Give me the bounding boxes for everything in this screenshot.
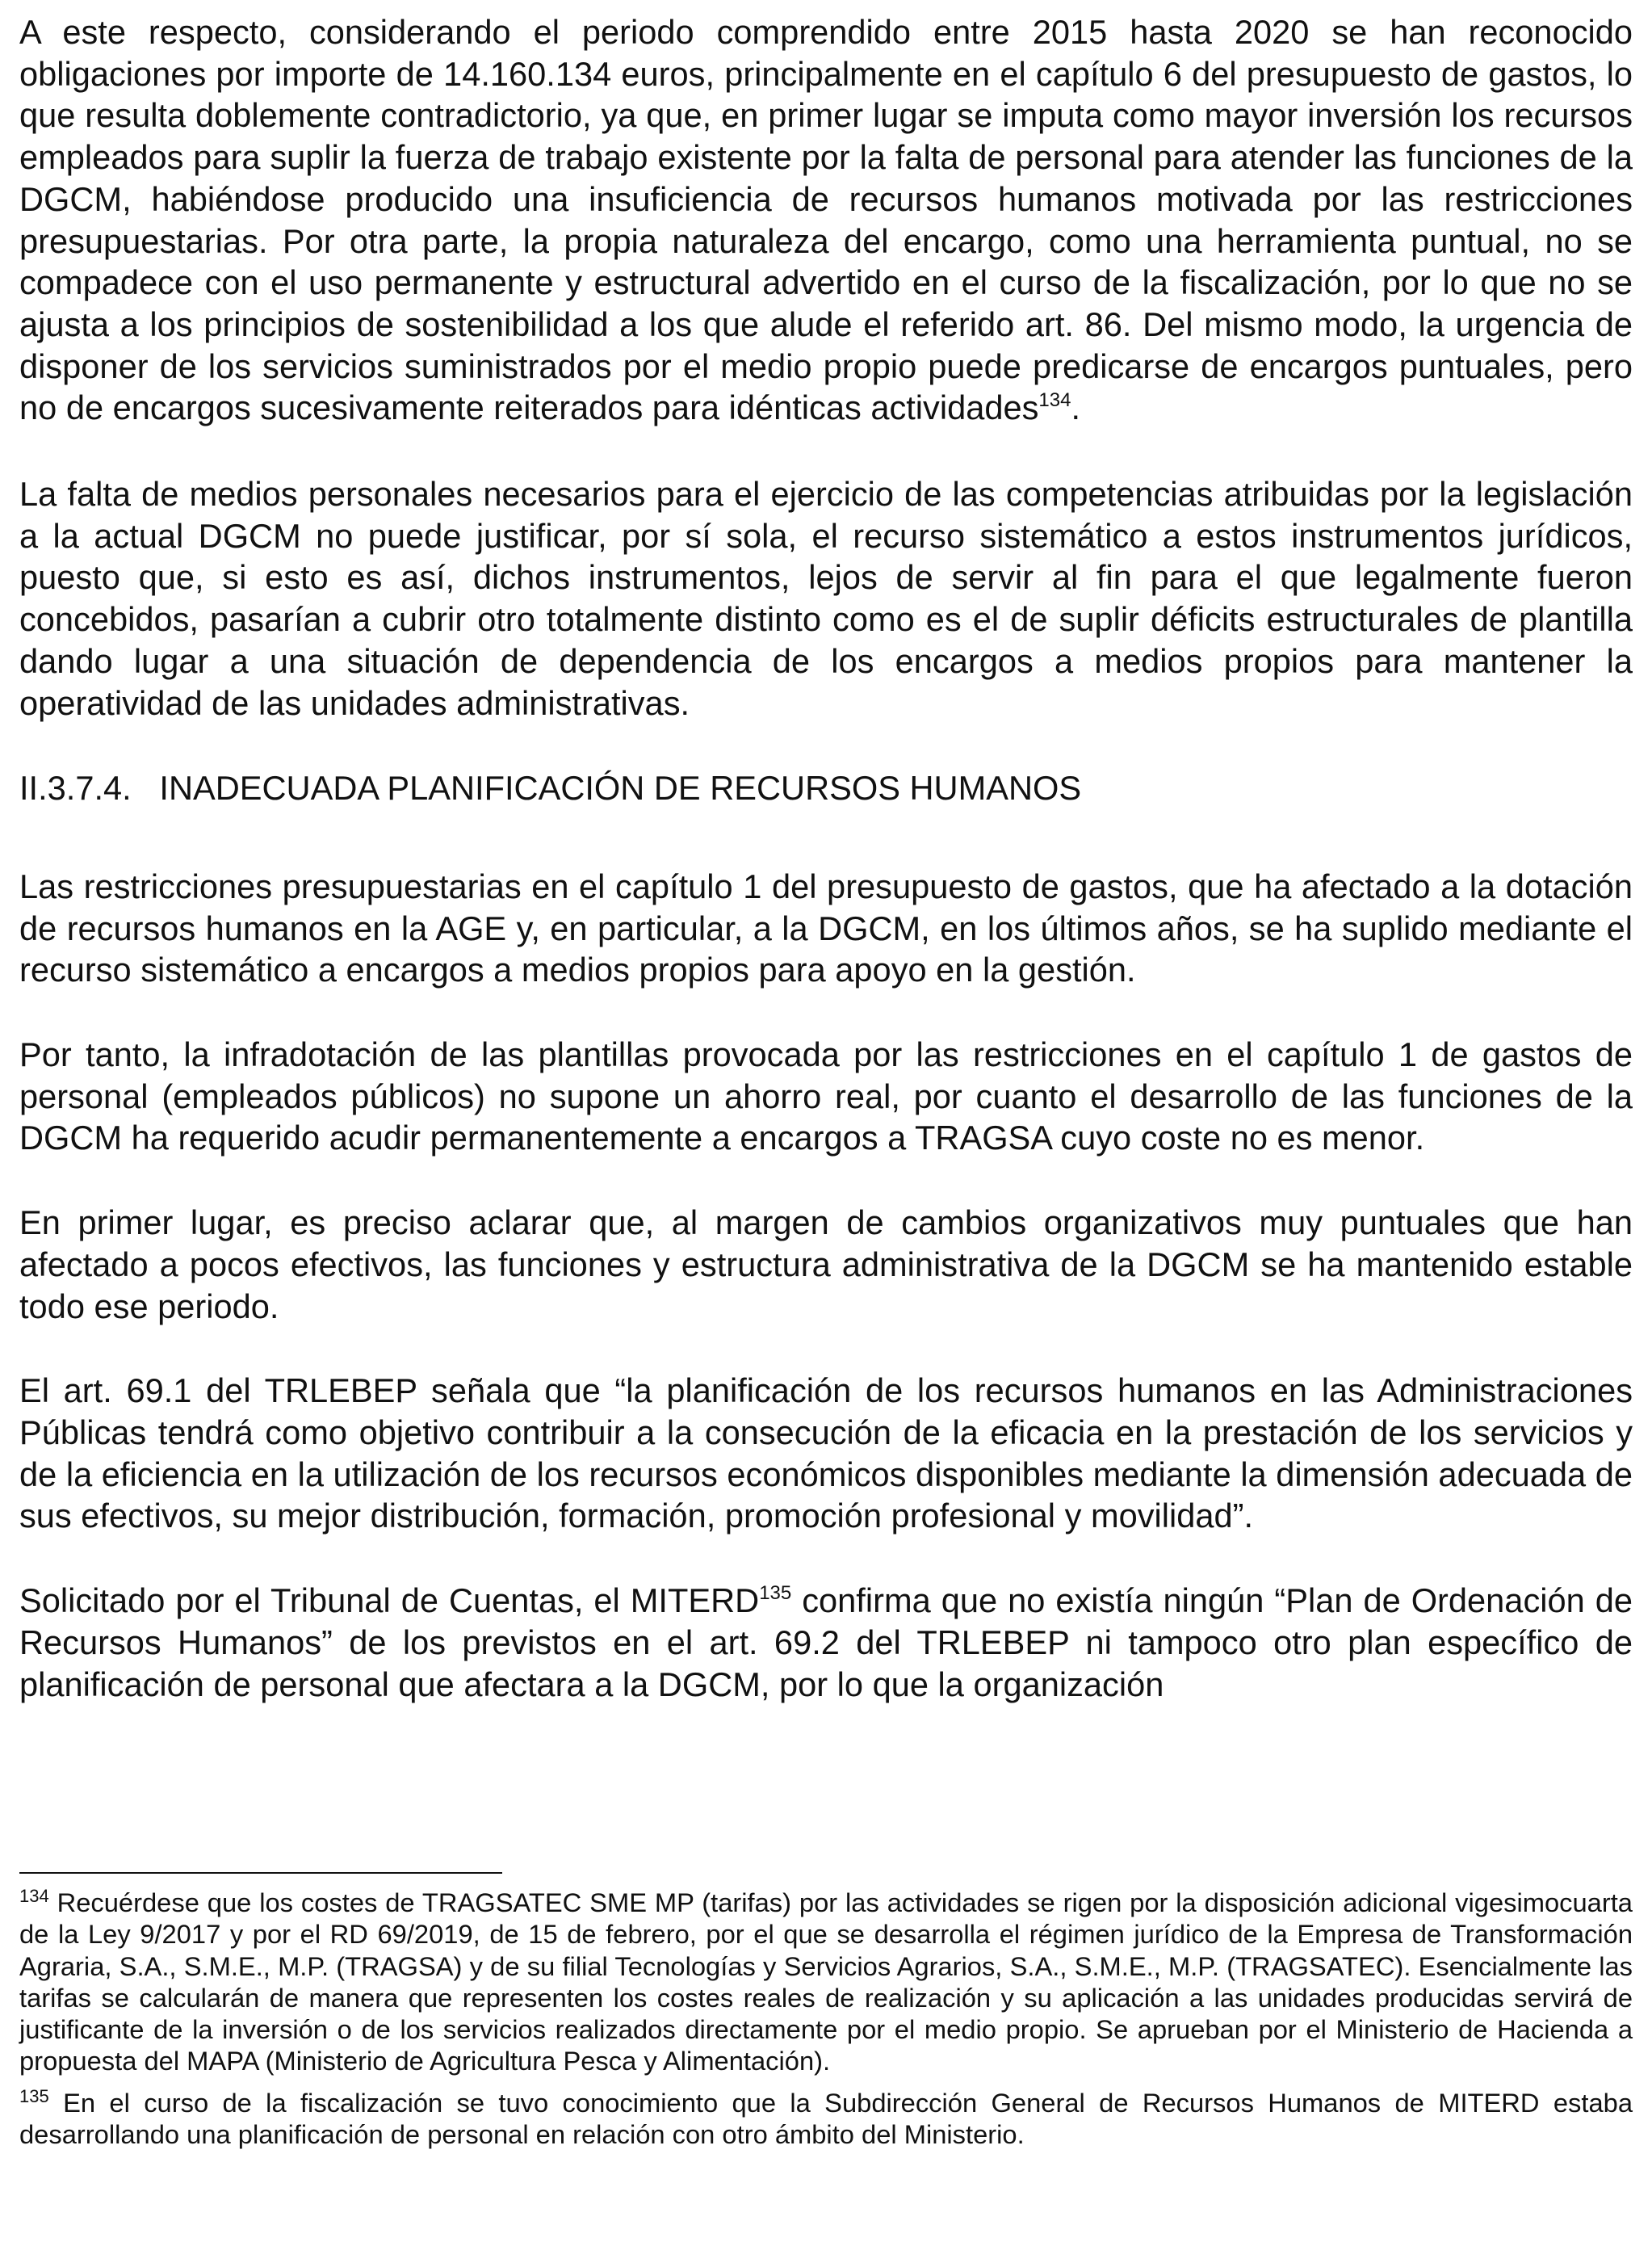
footnote-text: En el curso de la fiscalización se tuvo conocimiento que la Subdirección General de Recursos Humanos de MITERD estaba desarrollando una planificación de personal en relación con otro ámbito del Ministerio. <box>19 2087 1633 2150</box>
paragraph-primer-lugar: En primer lugar, es preciso aclarar que, al margen de cambios organizativos muy puntuales que han afectado a pocos efectivos, las funciones y estructura administrativa de la DGCM se ha mantenido estable todo ese periodo. <box>19 1203 1633 1325</box>
footnotes <box>19 1887 1633 2150</box>
footnote-134 <box>19 1887 1633 2077</box>
footnote-reference-134[interactable]: 134 <box>1038 389 1071 412</box>
paragraph-restricciones: Las restricciones presupuestarias en el capítulo 1 del presupuesto de gastos, que ha afectado a la dotación de recursos humanos en la AGE y, en particular, a la DGCM, en los últimos años, se ha suplido mediante el recurso sistemático a encargos a medios propios para apoyo en la gestión. <box>19 867 1633 989</box>
footnote-reference-135[interactable]: 135 <box>759 1582 792 1605</box>
footnote-135 <box>19 2087 1633 2151</box>
paragraph-text: A este respecto, considerando el periodo comprendido entre 2015 hasta 2020 se han reconocido obligaciones por importe de 14.160.134 euros, principalmente en el capítulo 6 del presupuesto de gastos, lo que resulta doblemente contradictorio, ya que, en primer lugar se imputa como mayor inversión los recursos empleados para suplir la fuerza de trabajo existente por la falta de personal para atender las funciones de la DGCM, habiéndose producido una insuficiencia de recursos humanos motivada por las restricciones presupuestarias. Por otra parte, la propia naturaleza del encargo, como una herramienta puntual, no se compadece con el uso permanente y estructural advertido en el curso de la fiscalización, por lo que no se ajusta a los principios de sostenibilidad a los que alude el referido art. 86. Del mismo modo, la urgencia de disponer de los servicios suministrados por el medio propio puede predicarse de encargos puntuales, pero no de encargos sucesivamente reiterados para idénticas actividades <box>19 13 1633 427</box>
paragraph-text-continued: confirma que no existía ningún “Plan de Ordenación de Recursos Humanos” de los previstos en el art. 69.2 del TRLEBEP ni tampoco otro plan específico de planificación de personal que afectara a la DGCM, por lo que la organización <box>19 1581 1633 1703</box>
paragraph-obligaciones <box>19 11 1633 429</box>
paragraph-text: Solicitado por el Tribunal de Cuentas, el MITERD <box>19 1581 760 1620</box>
footnote-number: 134 <box>19 1886 49 1906</box>
paragraph-infradotacion: Por tanto, la infradotación de las plantillas provocada por las restricciones en el capítulo 1 de gastos de personal (empleados públicos) no supone un ahorro real, por cuanto el desarrollo de las funciones de la DGCM ha requerido acudir permanentemente a encargos a TRAGSA cuyo coste no es menor. <box>19 1035 1633 1157</box>
paragraph-end: . <box>1071 388 1081 427</box>
footnote-number: 135 <box>19 2085 49 2106</box>
paragraph-solicitado <box>19 1580 1633 1705</box>
footnote-text: Recuérdese que los costes de TRAGSATEC SME MP (tarifas) por las actividades se rigen por la disposición adicional vigesimocuarta de la Ley 9/2017 y por el RD 69/2019, de 15 de febrero, por el que se desarrolla el régimen jurídico de la Empresa de Transformación Agraria, S.A., S.M.E., M.P. (TRAGSA) y de su filial Tecnologías y Servicios Agrarios, S.A., S.M.E., M.P. (TRAGSATEC). Esencialmente las tarifas se calcularán de manera que representen los costes reales de realización y su aplicación a las unidades producidas servirá de justificante de la inversión o de los servicios realizados directamente por el medio propio. Se aprueban por el Ministerio de Hacienda a propuesta del MAPA (Ministerio de Agricultura Pesca y Alimentación). <box>19 1887 1633 2076</box>
footnote-separator <box>19 1872 502 1874</box>
paragraph-falta-medios: La falta de medios personales necesarios para el ejercicio de las competencias atribuidas por la legislación a la actual DGCM no puede justificar, por sí sola, el recurso sistemático a estos instrumentos jurídicos, puesto que, si esto es así, dichos instrumentos, lejos de servir al fin para el que legalmente fueron concebidos, pasarían a cubrir otro totalmente distinto como es el de suplir déficits estructurales de plantilla dando lugar a una situación de dependencia de los encargos a medios propios para mantener la operatividad de las unidades administrativas. <box>19 475 1633 722</box>
document-body <box>19 11 1633 1705</box>
section-heading: II.3.7.4. INADECUADA PLANIFICACIÓN DE RECURSOS HUMANOS <box>19 769 1082 808</box>
paragraph-art-69-1: El art. 69.1 del TRLEBEP señala que “la planificación de los recursos humanos en las Administraciones Públicas tendrá como objetivo contribuir a la consecución de la eficacia en la prestación de los servicios y de la eficiencia en la utilización de los recursos económicos disponibles mediante la dimensión adecuada de sus efectivos, su mejor distribución, formación, promoción profesional y movilidad”. <box>19 1371 1633 1535</box>
